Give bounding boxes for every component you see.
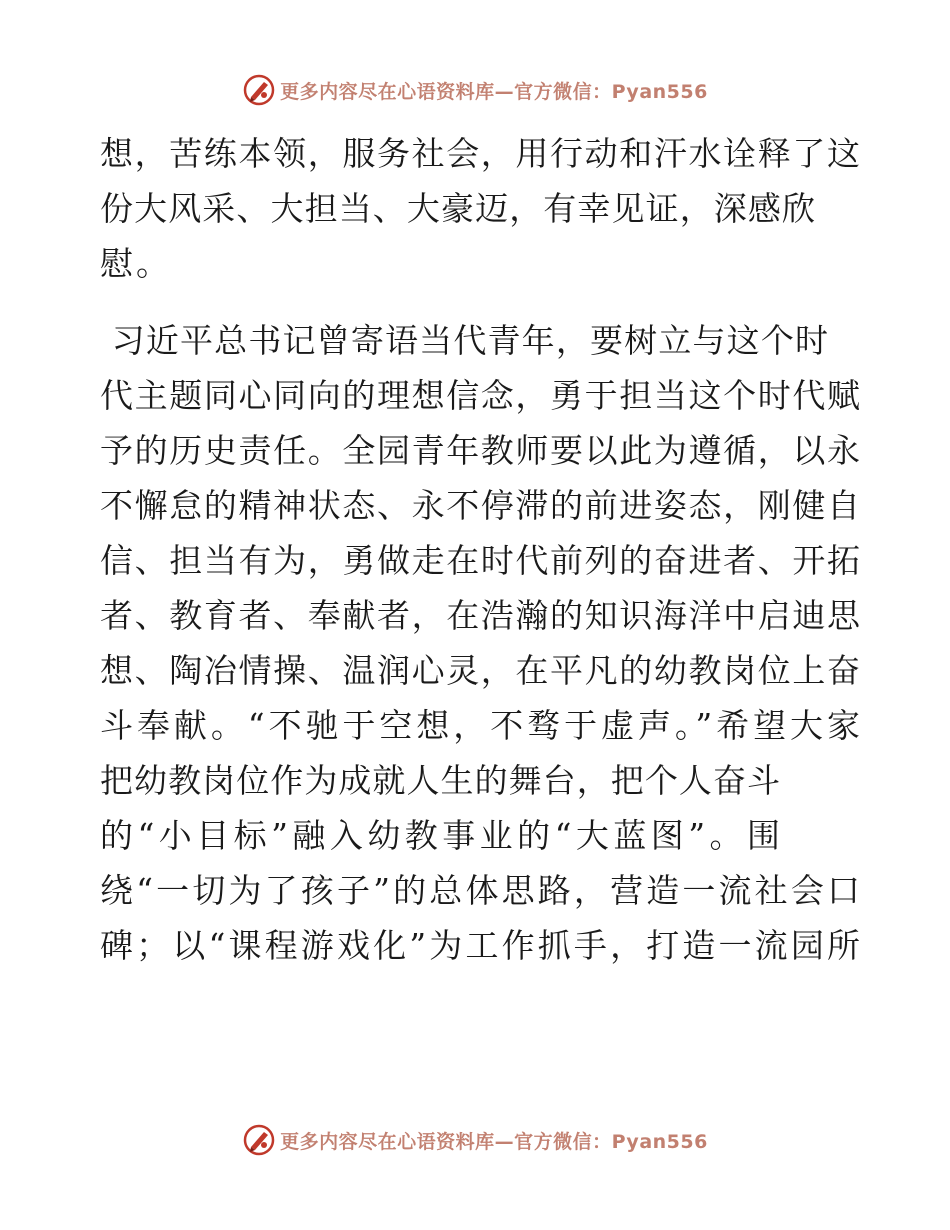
text-line: 碑；以“课程游戏化”为工作抓手，打造一流园所 — [100, 926, 860, 965]
text-line: 想，苦练本领，服务社会，用行动和汗水诠释了这 — [100, 134, 860, 173]
text-line: 者、教育者、奉献者，在浩瀚的知识海洋中启迪思 — [100, 596, 860, 635]
text-line: 把幼教岗位作为成就人生的舞台，把个人奋斗 — [100, 761, 780, 800]
document-body — [100, 126, 860, 973]
text-line: 慰。 — [100, 244, 172, 283]
text-line: 份大风采、大担当、大豪迈，有幸见证，深感欣 — [100, 189, 815, 228]
text-line: 不懈怠的精神状态、永不停滞的前进姿态，刚健自 — [100, 486, 860, 525]
text-line: 的“小目标”融入幼教事业的“大蓝图”。围 — [100, 816, 780, 855]
pen-circle-logo-icon — [242, 73, 276, 107]
paragraph-1 — [100, 126, 860, 291]
pen-circle-logo-icon — [242, 1123, 276, 1157]
text-line: 代主题同心同向的理想信念，勇于担当这个时代赋 — [100, 376, 860, 415]
header-banner — [0, 70, 950, 110]
text-line: 绕“一切为了孩子”的总体思路，营造一流社会口 — [100, 871, 860, 910]
paragraph-2 — [100, 313, 860, 973]
text-line: 信、担当有为，勇做走在时代前列的奋进者、开拓 — [100, 541, 860, 580]
text-line: 想、陶冶情操、温润心灵，在平凡的幼教岗位上奋 — [100, 651, 860, 690]
text-line: 斗奉献。“不驰于空想，不骛于虚声。”希望大家 — [100, 706, 860, 745]
text-line: 予的历史责任。全园青年教师要以此为遵循，以永 — [100, 431, 860, 470]
text-line: 习近平总书记曾寄语当代青年，要树立与这个时 — [100, 321, 828, 360]
footer-banner-text: 更多内容尽在心语资料库—官方微信：Pyan556 — [280, 1130, 708, 1153]
header-banner-text: 更多内容尽在心语资料库—官方微信：Pyan556 — [280, 80, 708, 103]
footer-banner — [0, 1120, 950, 1160]
